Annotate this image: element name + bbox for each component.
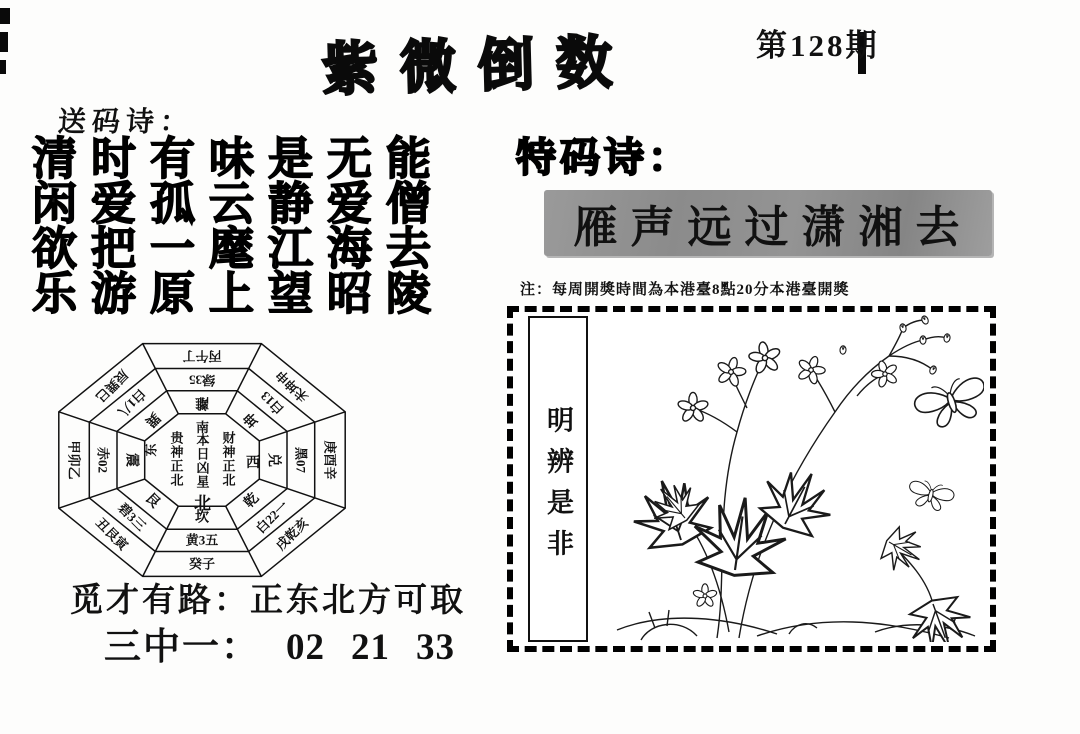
pick-three-line xyxy=(104,616,455,670)
pick-number: 33 xyxy=(416,627,455,668)
bagua-number-southeast: 白1八 xyxy=(115,386,149,420)
bagua-trigram-gen: 艮 xyxy=(141,490,163,512)
special-poem-text: 雁声远过潇湘去 xyxy=(573,203,973,252)
bagua-center-west: 西 xyxy=(246,456,260,471)
bagua-number-south: 绿35 xyxy=(188,372,216,388)
bagua-compass xyxy=(42,332,362,592)
bagua-outer-northeast: 丑艮寅 xyxy=(92,514,132,554)
special-poem-highlight xyxy=(544,190,992,256)
bagua-number-northwest: 白22一 xyxy=(252,497,292,537)
send-poem xyxy=(32,133,446,319)
caption-panel xyxy=(528,316,588,642)
illustration-box xyxy=(507,306,996,652)
bagua-outer-east: 甲卯乙 xyxy=(66,440,82,480)
bagua-outer-southeast: 辰巽巳 xyxy=(92,366,132,406)
bagua-number-northeast: 碧3三 xyxy=(115,500,149,534)
bagua-center-south: 南 xyxy=(196,420,210,435)
butterfly-icon xyxy=(905,478,955,514)
bagua-trigram-qian: 乾 xyxy=(241,490,263,512)
bagua-trigram-kan: 坎 xyxy=(195,510,209,526)
bagua-outer-northwest: 戌乾亥 xyxy=(272,514,312,554)
bagua-trigram-dui: 兑 xyxy=(265,453,281,467)
bagua-number-southwest: 白13 xyxy=(257,388,287,418)
bagua-trigram-li: 離 xyxy=(195,394,209,410)
send-poem-label: 送码诗： xyxy=(56,107,195,138)
scan-artifact xyxy=(0,60,6,74)
bagua-center-north: 北 xyxy=(194,494,211,513)
special-poem-label: 特码诗： xyxy=(516,136,692,180)
butterfly-icon xyxy=(911,372,984,433)
bagua-wealth-god: 财神正北 xyxy=(220,431,236,487)
bagua-outer-southwest: 未坤申 xyxy=(272,366,312,406)
poem-line: 乐游原上望昭陵 xyxy=(32,268,446,319)
bagua-trigram-xun: 巽 xyxy=(141,408,163,430)
direction-hint: 觅才有路：正东北方可取 xyxy=(70,583,466,619)
bagua-center-column: 本日凶星 xyxy=(194,433,210,489)
bagua-outer-south: 丙午丁 xyxy=(182,348,222,364)
poem-line: 闲爱孤云静爱僧 xyxy=(32,178,446,229)
bagua-trigram-kun: 坤 xyxy=(241,408,263,430)
poem-line: 清时有味是无能 xyxy=(32,133,446,184)
page-title: 紫微倒数 xyxy=(321,29,635,102)
bagua-outer-west: 庚酉辛 xyxy=(322,440,338,480)
flower-illustration xyxy=(589,312,984,642)
issue-number: 第128期 xyxy=(756,28,880,63)
bagua-outer-north: 癸子 xyxy=(188,556,216,572)
bagua-center-east: 东 xyxy=(143,443,159,457)
bagua-trigram-zhen: 震 xyxy=(123,453,139,467)
scan-artifact xyxy=(0,8,10,24)
caption-text: 明辨是非 xyxy=(542,405,573,571)
bagua-number-east: 赤02 xyxy=(95,446,111,474)
poem-line: 欲把一麾江海去 xyxy=(32,223,446,274)
draw-time-note: 注：每周開獎時間為本港臺8點20分本港臺開獎 xyxy=(520,282,850,298)
pick-number: 21 xyxy=(351,627,390,668)
scan-artifact xyxy=(0,32,8,52)
pick-label: 三中一： xyxy=(104,627,260,668)
bagua-noble-god: 贵神正北 xyxy=(168,431,184,487)
bagua-number-west: 黑07 xyxy=(293,446,309,474)
pick-number: 02 xyxy=(286,627,325,668)
bagua-number-north: 黄3五 xyxy=(185,532,219,548)
